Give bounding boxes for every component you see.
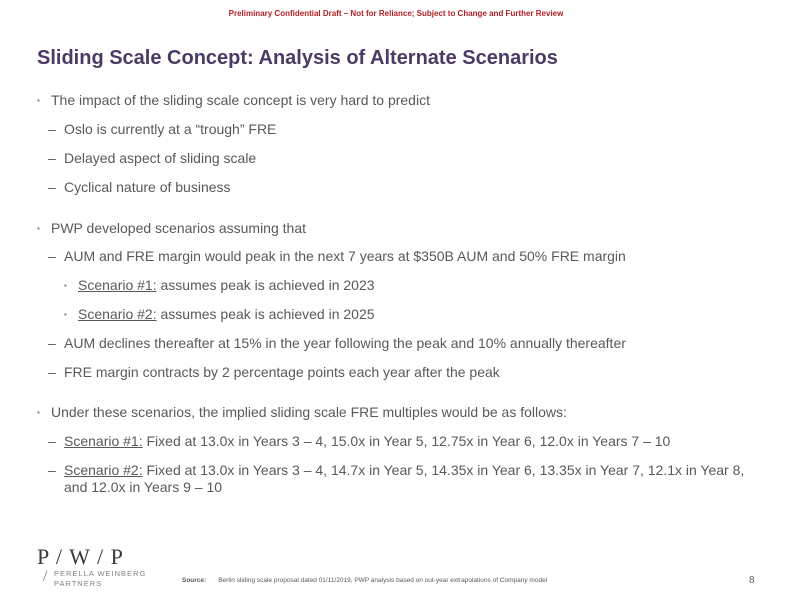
source-text: Berlin sliding scale proposal dated 01/11/2019, PWP analysis based on out-year extrapolations of Company model [218,577,548,584]
scenario-1-label: Scenario #1: [78,277,157,293]
logo-line-1: PERELLA WEINBERG [54,569,147,578]
sub-multiples-1 [64,433,670,450]
dash-marker: – [48,364,56,380]
sub-multiples-2 [64,462,744,479]
sub-scenario-1 [78,277,375,294]
bullet-marker: ▪ [37,224,40,233]
multiples-2-label: Scenario #2: [64,462,143,478]
source-label: Source: [182,577,207,584]
sub-multiples-2-cont: and 12.0x in Years 9 – 10 [64,479,223,495]
multiples-1-text: Fixed at 13.0x in Years 3 – 4, 15.0x in Year 5, 12.75x in Year 6, 12.0x in Years 7 – 10 [142,433,671,449]
bullet-pwp: PWP developed scenarios assuming that [51,220,306,236]
logo-slash: / [43,568,48,585]
logo-company-name [54,569,146,589]
sub-trough: Oslo is currently at a “trough” FRE [64,121,277,137]
bullet-marker: ▪ [64,281,67,290]
sub-scenario-2 [78,306,375,323]
sub-aum-decline: AUM declines thereafter at 15% in the year following the peak and 10% annually thereafter [64,335,626,351]
bullet-marker: ▪ [37,408,40,417]
multiples-2-text: Fixed at 13.0x in Years 3 – 4, 14.7x in Year 5, 14.35x in Year 6, 13.35x in Year 7, 12.1x in Year 8, [142,462,745,478]
scenario-2-label: Scenario #2: [78,306,157,322]
scenario-1-text: assumes peak is achieved in 2023 [156,277,375,293]
dash-marker: – [48,150,56,166]
dash-marker: – [48,433,56,449]
source-note [182,577,547,584]
logo-line-2: PARTNERS [54,579,103,588]
sub-fre-margin: FRE margin contracts by 2 percentage points each year after the peak [64,364,500,380]
multiples-1-label: Scenario #1: [64,433,143,449]
bullet-marker: ▪ [64,310,67,319]
sub-aum-peak: AUM and FRE margin would peak in the next 7 years at $350B AUM and 50% FRE margin [64,248,626,264]
pwp-logo: P / W / P [37,544,124,569]
sub-cyclical: Cyclical nature of business [64,179,231,195]
scenario-2-text: assumes peak is achieved in 2025 [156,306,375,322]
dash-marker: – [48,335,56,351]
page-title: Sliding Scale Concept: Analysis of Alternate Scenarios [37,47,558,69]
dash-marker: – [48,121,56,137]
dash-marker: – [48,248,56,264]
bullet-under-scenarios: Under these scenarios, the implied sliding scale FRE multiples would be as follows: [51,404,567,420]
dash-marker: – [48,462,56,478]
bullet-marker: ▪ [37,96,40,105]
dash-marker: – [48,179,56,195]
confidential-banner: Preliminary Confidential Draft – Not for Reliance; Subject to Change and Further Review [228,9,564,18]
sub-delayed: Delayed aspect of sliding scale [64,150,257,166]
bullet-impact: The impact of the sliding scale concept is very hard to predict [51,92,430,108]
page-number: 8 [749,575,755,586]
